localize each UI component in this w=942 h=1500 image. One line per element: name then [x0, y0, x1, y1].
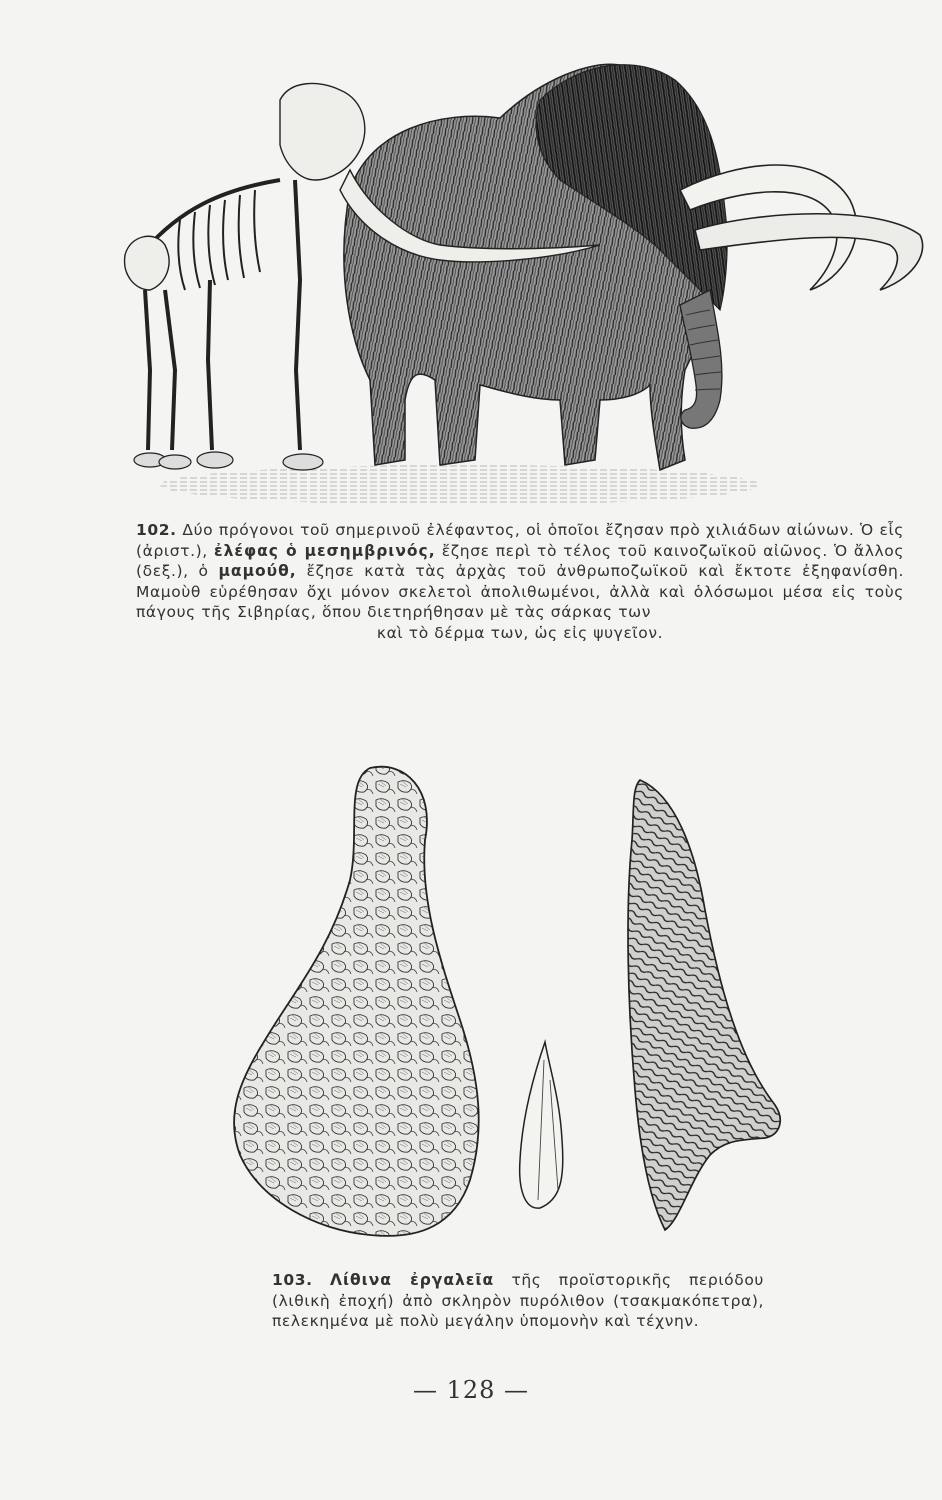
mammoth-illustration — [120, 40, 940, 510]
figure-102-text-3: ἔζησε κατὰ τὰς ἀρχὰς τοῦ ἀνθρωποζωϊκοῦ καὶ ἔκτοτε ἐξηφανίσθη. Μαμοὺθ εὑρέθησαν ὄχι μόνον σκελετοὶ ἀπολιθωμένοι, ἀλλὰ καὶ ὁλόσωμοι μέσα εἰς τοὺς πάγους τῆς Σιβηρίας, ὅπου διετηρήθησαν μὲ τὰς σάρκας των — [136, 562, 905, 621]
blade-tool — [628, 780, 780, 1230]
ground-shadow — [160, 465, 760, 505]
figure-103-term: Λίθινα ἐργαλεῖα — [329, 1271, 495, 1289]
figure-103-number: 103. — [272, 1271, 313, 1289]
figure-103-caption — [272, 1270, 764, 1332]
skeleton-feet — [134, 452, 323, 470]
page-number: — 128 — — [412, 1376, 530, 1404]
hand-axe — [234, 767, 479, 1236]
figure-102-text-last: καὶ τὸ δέρμα των, ὡς εἰς ψυγεῖον. — [376, 623, 664, 642]
figure-103-text: τῆς προϊστορικῆς περιόδου (λιθικὴ ἐποχή) ἀπὸ σκληρὸν πυρόλιθον (τσακμακόπετρα), πελεκημένα μὲ πολὺ μεγάλην ὑπομονὴν καὶ τέχνην. — [272, 1271, 765, 1330]
mammoth-tusk-left — [695, 214, 923, 290]
skeleton-skull — [280, 83, 365, 180]
mammoth-figure — [344, 64, 923, 470]
figure-102-number: 102. — [136, 521, 177, 539]
figure-102-term-mammoth: μαμούθ, — [218, 562, 297, 580]
figure-102-text-2: ἔζησε περὶ τὸ τέλος τοῦ καινοζωϊκοῦ αἰῶνος. Ὁ ἄλλος (δεξ.), ὁ — [136, 541, 905, 580]
figure-102-term-meridionalis: ἐλέφας ὁ μεσημβρινός, — [213, 541, 436, 560]
figure-102-caption — [136, 520, 904, 643]
figure-102-text-1: Δύο πρόγονοι τοῦ σημερινοῦ ἐλέφαντος, οἱ ὁποῖοι ἔζησαν πρὸ χιλιάδων αἰώνων. Ὁ εἷς (ἀριστ.), — [136, 521, 904, 560]
stone-tools-illustration — [220, 760, 800, 1270]
